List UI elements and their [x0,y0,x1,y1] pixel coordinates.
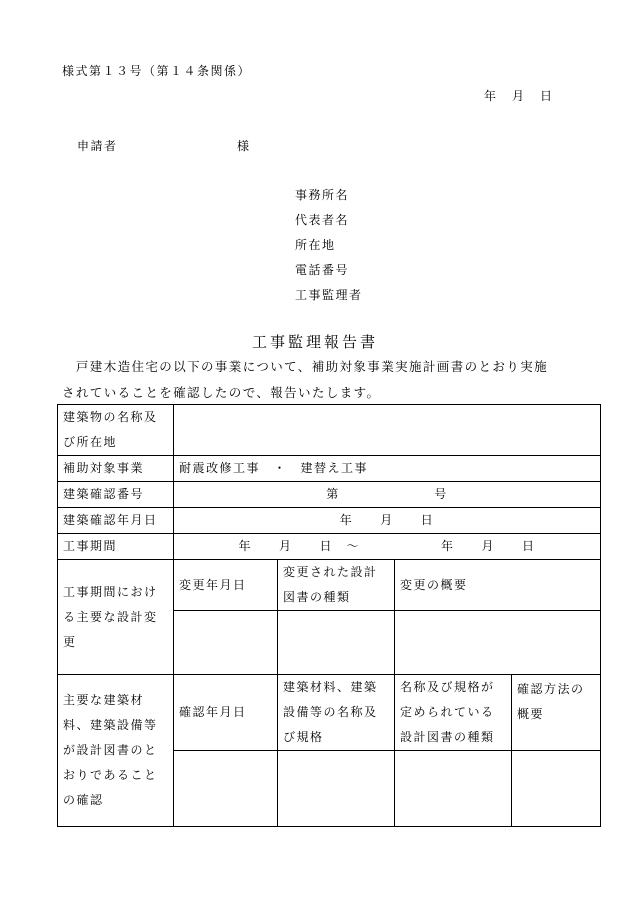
period-value[interactable]: 年 月 日 ～ 年 月 日 [174,534,601,560]
spec-docs-cell[interactable] [395,751,512,827]
confirm-date-header: 確認年月日 [174,675,278,751]
building-label: 建築物の名称及び所在地 [58,405,174,456]
change-summary-header: 変更の概要 [395,560,601,611]
form-number: 様式第１３号（第１４条関係） [62,64,252,78]
materials-header: 建築材料、建築設備等の名称及び規格 [278,675,395,751]
intro-line-2: されていることを確認したので、報告いたします。 [62,385,381,400]
date-placeholder: 年 月 日 [484,89,555,103]
representative-label: 代表者名 [295,213,350,227]
changed-docs-header: 変更された設計図書の種類 [278,560,395,611]
applicant-label: 申請者 [77,139,118,153]
period-label: 工事期間 [58,534,174,560]
change-date-cell[interactable] [174,611,278,675]
intro-line-1: 戸建木造住宅の以下の事業について、補助対象事業実施計画書のとおり実施 [62,359,549,374]
method-header: 確認方法の概要 [512,675,601,751]
change-date-header: 変更年月日 [174,560,278,611]
project-label: 補助対象事業 [58,456,174,482]
confirm-date-cell[interactable] [174,751,278,827]
confirm-date-label: 建築確認年月日 [58,508,174,534]
confirm-date-value[interactable]: 年 月 日 [174,508,601,534]
spec-docs-header: 名称及び規格が定められている設計図書の種類 [395,675,512,751]
confirm-no-value[interactable]: 第 号 [174,482,601,508]
materials-cell[interactable] [278,751,395,827]
project-options[interactable]: 耐震改修工事 ・ 建替え工事 [174,456,601,482]
supervisor-label: 工事監理者 [295,288,363,302]
change-label: 工事期間における主要な設計変更 [58,560,174,675]
address-label: 所在地 [295,238,336,252]
phone-label: 電話番号 [295,263,350,277]
change-summary-cell[interactable] [395,611,601,675]
report-table [57,404,601,827]
changed-docs-cell[interactable] [278,611,395,675]
office-name-label: 事務所名 [295,188,350,202]
method-cell[interactable] [512,751,601,827]
report-title: 工事監理報告書 [251,333,378,351]
honorific: 様 [237,139,251,153]
building-value[interactable] [174,405,601,456]
materials-label: 主要な建築材料、建築設備等が設計図書のとおりであることの確認 [58,675,174,827]
confirm-no-label: 建築確認番号 [58,482,174,508]
